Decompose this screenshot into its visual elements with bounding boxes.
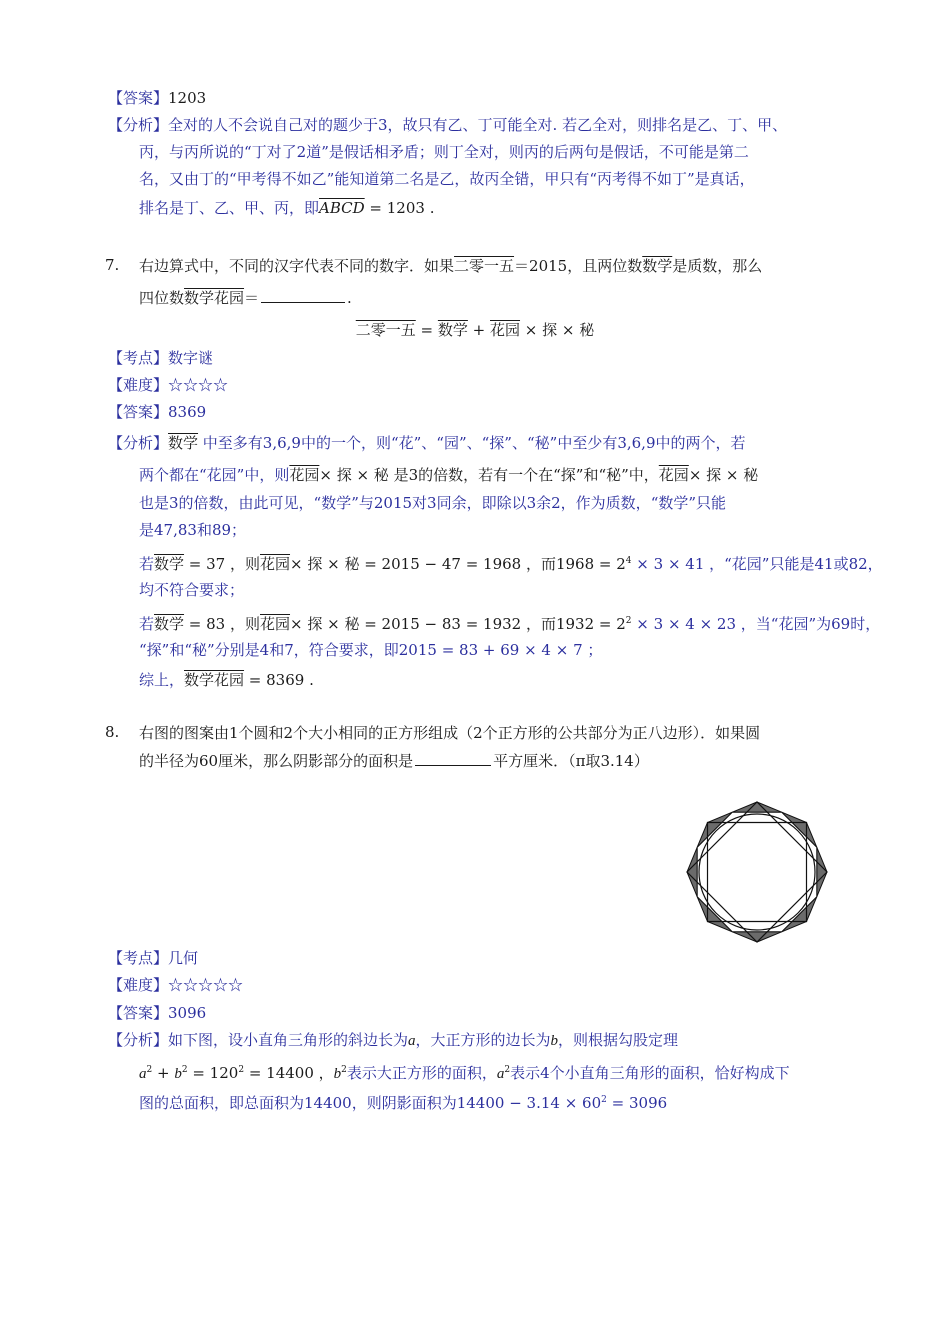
s6-analysis-line-3: 名，又由丁的“甲考得不如乙”能知道第二名是乙，故丙全错，甲只有“丙考得不如丁”是真话，: [139, 170, 755, 188]
figure-shapes: [687, 802, 827, 942]
q7-analysis-line-7: 若数学 = 83 ，则花园× 探 × 秘 = 2015 − 83 = 1932 ，而$1932 = 2^2 \times 3 \times 4 \times 23$ ，当“花园”为69时，: [139, 615, 881, 633]
q7-analysis-line-9: 综上，数学花园 = 8369 .: [139, 671, 314, 689]
q8-number: 8.: [105, 723, 120, 741]
shaded-triangle: [817, 847, 827, 897]
circle: [699, 814, 815, 930]
q8-difficulty: 【难度】☆☆☆☆☆: [108, 976, 244, 994]
s6-answer: 【答案】1203: [108, 89, 207, 107]
q7-line-1: 右边算式中，不同的汉字代表不同的数字．如果二零一五＝2015，且两位数数学是质数，那么: [139, 257, 763, 275]
q7-analysis-line-4: 是47,83和89；: [139, 521, 247, 539]
q8-knowledge-point: 【考点】几何: [108, 949, 199, 967]
q7-analysis-line-1: 【分析】数学 中至多有3,6,9中的一个，则“花”、“园”、“探”、“秘”中至少有3,6,9中的两个，若: [108, 434, 746, 452]
answer-blank: [415, 751, 491, 766]
answer-blank: [261, 288, 345, 303]
s6-analysis-line-1: 【分析】全对的人不会说自己对的题少于3，故只有乙、丁可能全对. 若乙全对，则排名是乙、丁、甲、: [108, 116, 788, 134]
q7-analysis-line-6: 均不符合要求；: [139, 581, 245, 599]
difficulty-stars: ☆☆☆☆: [168, 376, 229, 394]
q7-analysis-line-2: 两个都在“花园”中，则花园× 探 × 秘 是3的倍数，若有一个在“探”和“秘”中，花园× 探 × 秘: [139, 466, 759, 484]
difficulty-stars: ☆☆☆☆☆: [168, 976, 244, 994]
q8-answer: 【答案】3096: [108, 1004, 207, 1022]
q8-analysis-line-2: $a^2 + b^2 = 120^2 = 14400$ ，$b^2$表示大正方形的面积，$a^2$表示4个小直角三角形的面积，恰好构成下: [139, 1064, 790, 1082]
shaded-triangle: [687, 847, 697, 897]
q8-analysis-line-1: 【分析】如下图，设小直角三角形的斜边长为a，大正方形的边长为b，则根据勾股定理: [108, 1031, 679, 1049]
shaded-triangle: [732, 802, 782, 812]
q7-line-2: 四位数数学花园＝ .: [139, 289, 352, 307]
q7-analysis-line-3: 也是3的倍数，由此可见，“数学”与2015对3同余，即除以3余2，作为质数，“数学”只能: [139, 494, 727, 512]
q8-analysis-line-3: 图的总面积，即总面积为14400，则阴影面积为$14400 - 3.14 \times 60^2 = 3096$: [139, 1094, 668, 1112]
q8-line-2: 的半径为60厘米，那么阴影部分的面积是 平方厘米．（π取3.14）: [139, 752, 649, 770]
q7-equation: 二零一五 = 数学 + 花园 × 探 × 秘: [355, 321, 595, 339]
q7-difficulty: 【难度】☆☆☆☆: [108, 376, 229, 394]
s6-analysis-line-4: 排名是丁、乙、甲、丙，即ABCD = 1203 .: [139, 199, 435, 217]
octagram-figure: [672, 800, 842, 945]
q7-analysis-line-8: “探”和“秘”分别是4和7，符合要求，即2015 = 83 + 69 × 4 × 7 ；: [139, 641, 603, 659]
shaded-triangle: [732, 932, 782, 942]
q7-analysis-line-5: 若数学 = 37 ，则花园× 探 × 秘 = 2015 − 47 = 1968 ，而$1968 = 2^4 \times 3 \times 41$ ，“花园”只能是41或82，: [139, 555, 883, 573]
s6-analysis-line-2: 丙，与丙所说的“丁对了2道”是假话相矛盾；则丁全对，则丙的后两句是假话，不可能是第二: [139, 143, 749, 161]
q7-number: 7.: [105, 256, 120, 274]
q8-line-1: 右图的图案由1个圆和2个大小相同的正方形组成（2个正方形的公共部分为正八边形）．如果圆: [139, 724, 761, 742]
q7-answer: 【答案】8369: [108, 403, 207, 421]
q7-knowledge-point: 【考点】数字谜: [108, 349, 214, 367]
